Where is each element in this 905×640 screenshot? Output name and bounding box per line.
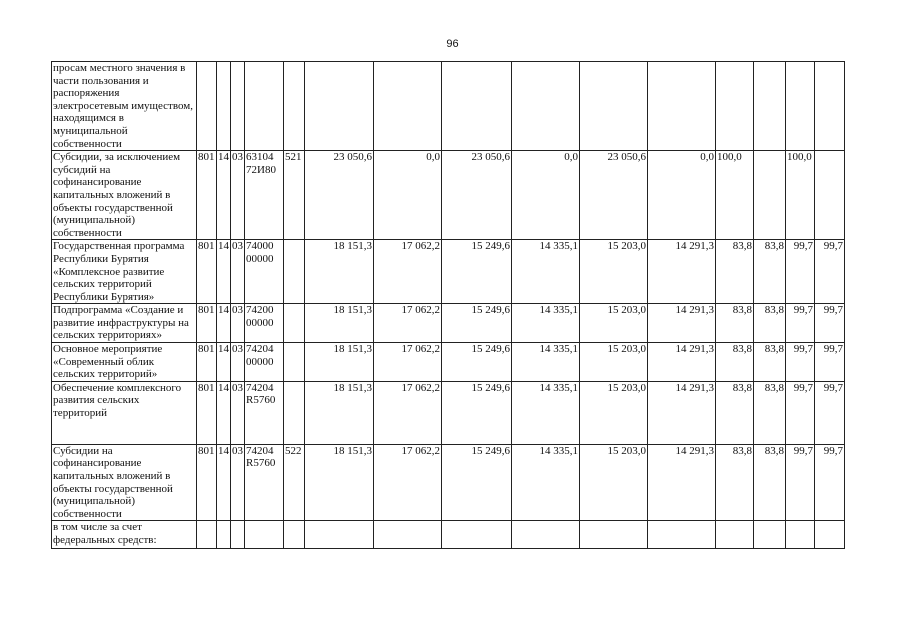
section-code: 14 <box>217 240 231 304</box>
amount-6: 0,0 <box>648 151 716 240</box>
percent-2 <box>754 151 786 240</box>
row-name: Подпрограмма «Создание и развитие инфраструктуры на сельских территориях» <box>52 304 197 343</box>
target-article-code <box>245 521 284 549</box>
percent-3: 99,7 <box>786 444 815 521</box>
percent-1: 83,8 <box>716 444 754 521</box>
row-name: Субсидии на софинансирование капитальных вложений в объекты государственной (муниципальной) собственности <box>52 444 197 521</box>
expense-type-code: 521 <box>284 151 305 240</box>
target-article-code: 74000 00000 <box>245 240 284 304</box>
row-name: Государственная программа Республики Бурятия «Комплексное развитие сельских территорий Республики Бурятия» <box>52 240 197 304</box>
section-code: 14 <box>217 304 231 343</box>
target-article-code: 74204 R5760 <box>245 381 284 444</box>
amount-3: 15 249,6 <box>442 343 512 382</box>
amount-4 <box>512 62 580 151</box>
row-name: просам местного значения в части пользования и распоряжения электросетевым имуществом, находящимся в муниципальной собственности <box>52 62 197 151</box>
amount-6: 14 291,3 <box>648 240 716 304</box>
expense-type-code: 522 <box>284 444 305 521</box>
amount-4: 14 335,1 <box>512 381 580 444</box>
budget-table <box>51 61 845 549</box>
percent-1: 100,0 <box>716 151 754 240</box>
expense-type-code <box>284 240 305 304</box>
subsection-code: 03 <box>231 343 245 382</box>
percent-3: 99,7 <box>786 240 815 304</box>
amount-1: 18 151,3 <box>305 240 374 304</box>
expense-type-code <box>284 62 305 151</box>
amount-2 <box>374 521 442 549</box>
percent-3: 99,7 <box>786 304 815 343</box>
expense-type-code <box>284 304 305 343</box>
amount-1: 18 151,3 <box>305 381 374 444</box>
amount-1: 18 151,3 <box>305 343 374 382</box>
table-row <box>52 444 845 521</box>
section-code: 14 <box>217 151 231 240</box>
amount-6 <box>648 62 716 151</box>
section-code <box>217 521 231 549</box>
amount-5: 15 203,0 <box>580 381 648 444</box>
percent-1: 83,8 <box>716 343 754 382</box>
table-row <box>52 381 845 444</box>
amount-3: 23 050,6 <box>442 151 512 240</box>
percent-2: 83,8 <box>754 240 786 304</box>
percent-1: 83,8 <box>716 304 754 343</box>
percent-3 <box>786 521 815 549</box>
percent-2: 83,8 <box>754 381 786 444</box>
grbs-code: 801 <box>197 343 217 382</box>
percent-4: 99,7 <box>815 381 845 444</box>
percent-4: 99,7 <box>815 343 845 382</box>
amount-4: 14 335,1 <box>512 343 580 382</box>
expense-type-code <box>284 343 305 382</box>
amount-3 <box>442 521 512 549</box>
grbs-code <box>197 521 217 549</box>
subsection-code: 03 <box>231 240 245 304</box>
percent-1: 83,8 <box>716 381 754 444</box>
target-article-code: 74204 00000 <box>245 343 284 382</box>
percent-4 <box>815 521 845 549</box>
subsection-code <box>231 521 245 549</box>
amount-2 <box>374 62 442 151</box>
row-name: Субсидии, за исключением субсидий на софинансирование капитальных вложений в объекты государственной (муниципальной) собственности <box>52 151 197 240</box>
percent-4 <box>815 151 845 240</box>
expense-type-code <box>284 381 305 444</box>
percent-3: 99,7 <box>786 381 815 444</box>
target-article-code: 63104 72И80 <box>245 151 284 240</box>
amount-5: 15 203,0 <box>580 444 648 521</box>
amount-5: 15 203,0 <box>580 343 648 382</box>
amount-1: 23 050,6 <box>305 151 374 240</box>
amount-1: 18 151,3 <box>305 444 374 521</box>
grbs-code: 801 <box>197 151 217 240</box>
expense-type-code <box>284 521 305 549</box>
amount-6: 14 291,3 <box>648 304 716 343</box>
amount-6: 14 291,3 <box>648 381 716 444</box>
grbs-code: 801 <box>197 444 217 521</box>
subsection-code: 03 <box>231 444 245 521</box>
amount-6: 14 291,3 <box>648 343 716 382</box>
amount-3: 15 249,6 <box>442 381 512 444</box>
amount-3 <box>442 62 512 151</box>
table-row <box>52 151 845 240</box>
row-name: Основное мероприятие «Современный облик сельских территорий» <box>52 343 197 382</box>
percent-3: 100,0 <box>786 151 815 240</box>
amount-1 <box>305 521 374 549</box>
percent-4: 99,7 <box>815 444 845 521</box>
percent-4 <box>815 62 845 151</box>
amount-2: 17 062,2 <box>374 240 442 304</box>
grbs-code: 801 <box>197 304 217 343</box>
subsection-code: 03 <box>231 151 245 240</box>
percent-2 <box>754 62 786 151</box>
grbs-code: 801 <box>197 240 217 304</box>
amount-3: 15 249,6 <box>442 304 512 343</box>
section-code <box>217 62 231 151</box>
amount-5: 23 050,6 <box>580 151 648 240</box>
percent-2: 83,8 <box>754 304 786 343</box>
amount-2: 17 062,2 <box>374 381 442 444</box>
amount-2: 17 062,2 <box>374 304 442 343</box>
amount-1 <box>305 62 374 151</box>
percent-1 <box>716 521 754 549</box>
table-row <box>52 62 845 151</box>
subsection-code <box>231 62 245 151</box>
section-code: 14 <box>217 381 231 444</box>
amount-5 <box>580 521 648 549</box>
percent-4: 99,7 <box>815 240 845 304</box>
amount-2: 17 062,2 <box>374 444 442 521</box>
table-row <box>52 304 845 343</box>
percent-3 <box>786 62 815 151</box>
percent-1 <box>716 62 754 151</box>
amount-6 <box>648 521 716 549</box>
amount-3: 15 249,6 <box>442 240 512 304</box>
percent-3: 99,7 <box>786 343 815 382</box>
percent-4: 99,7 <box>815 304 845 343</box>
amount-5 <box>580 62 648 151</box>
percent-2 <box>754 521 786 549</box>
amount-5: 15 203,0 <box>580 240 648 304</box>
amount-4: 0,0 <box>512 151 580 240</box>
grbs-code <box>197 62 217 151</box>
percent-2: 83,8 <box>754 444 786 521</box>
amount-6: 14 291,3 <box>648 444 716 521</box>
target-article-code <box>245 62 284 151</box>
percent-2: 83,8 <box>754 343 786 382</box>
subsection-code: 03 <box>231 304 245 343</box>
row-name: Обеспечение комплексного развития сельских территорий <box>52 381 197 444</box>
amount-4: 14 335,1 <box>512 304 580 343</box>
amount-4 <box>512 521 580 549</box>
amount-4: 14 335,1 <box>512 444 580 521</box>
amount-3: 15 249,6 <box>442 444 512 521</box>
grbs-code: 801 <box>197 381 217 444</box>
amount-2: 0,0 <box>374 151 442 240</box>
target-article-code: 74204 R5760 <box>245 444 284 521</box>
table-row <box>52 521 845 549</box>
amount-2: 17 062,2 <box>374 343 442 382</box>
subsection-code: 03 <box>231 381 245 444</box>
section-code: 14 <box>217 444 231 521</box>
table-row <box>52 343 845 382</box>
page-number: 96 <box>446 38 459 50</box>
table-row <box>52 240 845 304</box>
percent-1: 83,8 <box>716 240 754 304</box>
target-article-code: 74200 00000 <box>245 304 284 343</box>
section-code: 14 <box>217 343 231 382</box>
amount-4: 14 335,1 <box>512 240 580 304</box>
amount-1: 18 151,3 <box>305 304 374 343</box>
row-name: в том числе за счет федеральных средств: <box>52 521 197 549</box>
amount-5: 15 203,0 <box>580 304 648 343</box>
